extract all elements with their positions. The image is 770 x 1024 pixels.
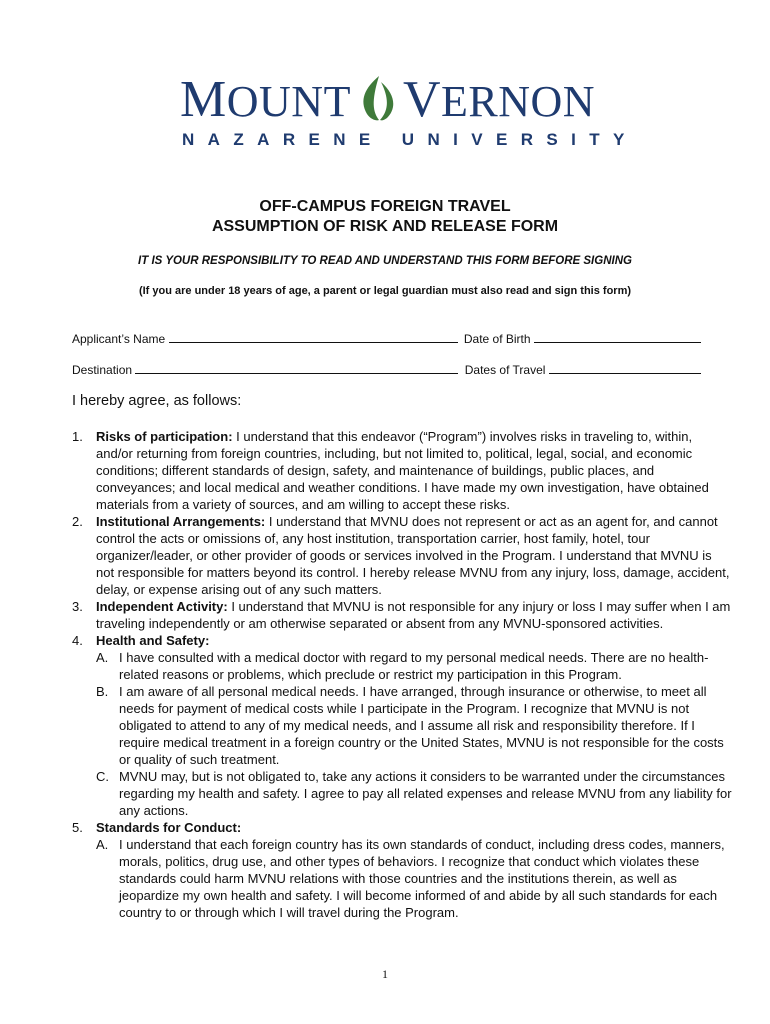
logo-word-vernon: VERNON: [402, 71, 596, 128]
logo-subtitle: NAZARENE UNIVERSITY: [182, 130, 638, 149]
subclause: [96, 836, 732, 921]
clause-institutional: [72, 513, 732, 598]
dob-label: Date of Birth: [463, 332, 531, 346]
clause-heading: Institutional Arrangements:: [96, 514, 266, 529]
clause-heading: Standards for Conduct:: [96, 820, 242, 835]
subclause: [96, 768, 732, 819]
agreement-clauses: [72, 428, 732, 921]
subclause-text: MVNU may, but is not obligated to, take any actions it considers to be warranted under the circumstances regarding my health and safety. I agree to pay all related expenses and release MVNU from any liability for any actions.: [119, 769, 732, 818]
guardian-note: (If you are under 18 years of age, a parent or legal guardian must also read and sign this form): [138, 285, 632, 297]
university-logo: [150, 70, 638, 160]
dob-field[interactable]: [534, 330, 701, 343]
clause-text: I understand that MVNU does not represent or act as an agent for, and cannot control the acts or omissions of, any host institution, transportation carrier, host family, hotel, tour organizer/leader, or other provider of goods or services involved in the Program. I understand that MVNU is not responsible for matters beyond its control. I hereby release MVNU from any injury, loss, damage, accident, delay, or expense arising out of any such matters.: [96, 514, 730, 597]
logo-wordmark: [180, 70, 620, 130]
form-title-line1: OFF-CAMPUS FOREIGN TRAVEL: [259, 198, 511, 215]
destination-label: Destination: [72, 363, 133, 377]
clause-number: 4.: [72, 633, 83, 648]
subclause-letter: A.: [96, 650, 109, 665]
subclause-text: I have consulted with a medical doctor with regard to my personal medical needs. There are no health-related reasons or problems, which preclude or restrict my participation in this Program.: [119, 650, 709, 682]
form-title-line2: ASSUMPTION OF RISK AND RELEASE FORM: [211, 218, 559, 235]
clause-number: 5.: [72, 820, 83, 835]
clause-number: 2.: [72, 514, 83, 529]
clause-risks: [72, 428, 732, 513]
responsibility-warning: IT IS YOUR RESPONSIBILITY TO READ AND UNDERSTAND THIS FORM BEFORE SIGNING: [138, 255, 632, 267]
clause-text: I understand that MVNU is not responsible for any injury or loss I may suffer when I am traveling independently or am otherwise separated or absent from any MVNU-sponsored activities.: [96, 599, 731, 631]
dates-of-travel-field[interactable]: [549, 361, 701, 374]
agreement-intro: I hereby agree, as follows:: [72, 393, 242, 409]
subclause-text: I understand that each foreign country has its own standards of conduct, including dress codes, manners, morals, politics, drug use, and other types of behaviors. I recognize that conduct which violates these standards could harm MVNU relations with those countries and the institutions therein, as well as jeopardize my own health and safety. I will become informed of and abide by all such standards for each country to or through which I will travel during the Program.: [119, 837, 725, 920]
subclause-letter: C.: [96, 769, 109, 784]
dates-of-travel-label: Dates of Travel: [464, 363, 546, 377]
destination-field[interactable]: [135, 361, 458, 374]
clause-independent: [72, 598, 732, 632]
clause-heading: Independent Activity:: [96, 599, 228, 614]
clause-heading: Health and Safety:: [96, 633, 210, 648]
clause-conduct: [72, 819, 732, 921]
subclause-letter: A.: [96, 837, 109, 852]
subclause-letter: B.: [96, 684, 109, 699]
subclause: [96, 683, 732, 768]
clause-text: I understand that this endeavor (“Program”) involves risks in traveling to, within, and/or returning from foreign countries, including, but not limited to, political, legal, social, and economic conditions; different standards of design, safety, and maintenance of buildings, public places, and conveyances; and local medical and weather conditions. I have made my own investigation, have obtained materials from a variety of sources, and am willing to accept these risks.: [96, 429, 709, 512]
clause-heading: Risks of participation:: [96, 429, 233, 444]
logo-word-mount: MOUNT: [180, 71, 351, 128]
field-row-destination: [72, 361, 712, 377]
flame-icon: [355, 74, 399, 122]
applicant-name-field[interactable]: [169, 330, 458, 343]
clause-number: 3.: [72, 599, 83, 614]
clause-health-safety: [72, 632, 732, 819]
applicant-name-label: Applicant’s Name: [72, 332, 166, 346]
page-number: 1: [382, 967, 388, 981]
clause-number: 1.: [72, 429, 83, 444]
field-row-applicant: [72, 330, 712, 346]
subclause: [96, 649, 732, 683]
subclause-text: I am aware of all personal medical needs. I have arranged, through insurance or otherwise, to meet all needs for payment of medical costs while I participate in the Program. I recognize that MVNU is not obligated to attend to any of my medical needs, and I assume all risk and responsibility therefore. If I require medical treatment in a foreign country or the United States, MVNU is not responsible for the costs or quality of such treatment.: [119, 684, 724, 767]
